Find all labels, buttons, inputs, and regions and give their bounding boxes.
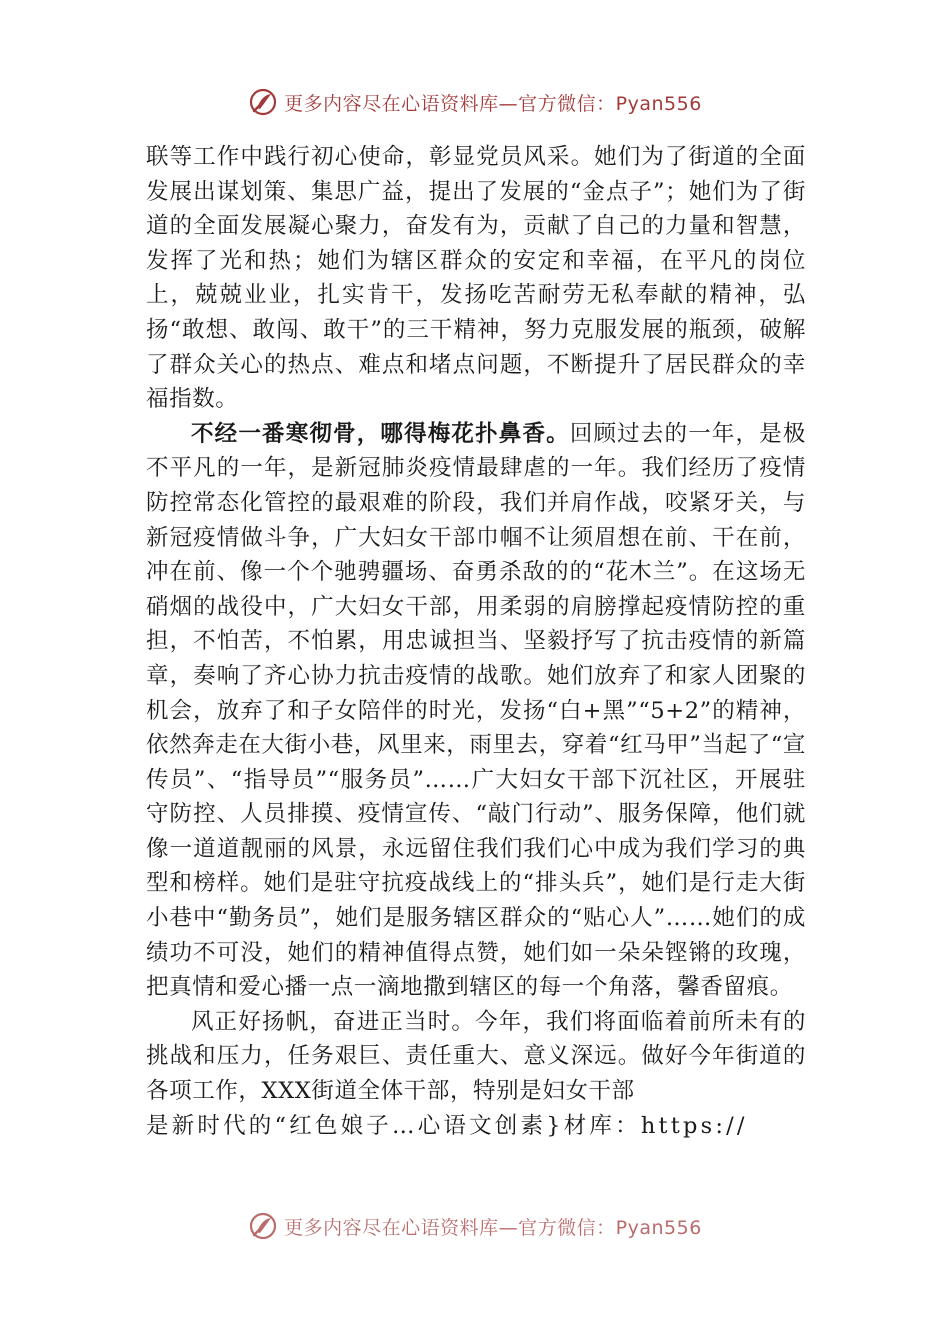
paragraph-2-lead: 不经一番寒彻骨，哪得梅花扑鼻香。 — [191, 420, 570, 447]
paragraph-3-text: 风正好扬帆，奋进正当时。今年，我们将面临着前所未有的挑战和压力，任务艰巨、责任重大、意义深远。做好今年街道的各项工作，XXX街道全体干部，特别是妇女干部 — [146, 1008, 806, 1105]
brush-logo-icon — [248, 1211, 278, 1241]
article-body — [146, 140, 806, 1143]
paragraph-2 — [146, 417, 806, 1005]
paragraph-1-text: 联等工作中践行初心使命，彰显党员风采。她们为了街道的全面发展出谋划策、集思广益，提出了发展的“金点子”；她们为了街道的全面发展凝心聚力，奋发有为，贡献了自己的力量和智慧，发挥了光和热；她们为辖区群众的安定和幸福，在平凡的岗位上，兢兢业业，扎实肯干，发扬吃苦耐劳无私奉献的精神，弘扬“敢想、敢闯、敢干”的三干精神，努力克服发展的瓶颈，破解了群众关心的热点、难点和堵点问题，不断提升了居民群众的幸福指数。 — [146, 144, 806, 413]
paragraph-1 — [146, 140, 806, 417]
brush-logo-icon — [248, 87, 278, 117]
watermark-footer — [0, 1206, 950, 1246]
watermark-text: 更多内容尽在心语资料库—官方微信：Pyan556 — [284, 92, 702, 115]
paragraph-3-last-line: 是新时代的“红色娘子…心语文创素}材库：https:// — [146, 1112, 748, 1139]
watermark-text: 更多内容尽在心语资料库—官方微信：Pyan556 — [284, 1216, 702, 1239]
paragraph-2-text: 回顾过去的一年，是极不平凡的一年，是新冠肺炎疫情最肆虐的一年。我们经历了疫情防控常态化管控的最艰难的阶段，我们并肩作战，咬紧牙关，与新冠疫情做斗争，广大妇女干部巾帼不让须眉想在前、干在前，冲在前、像一个个驰骋疆场、奋勇杀敌的的“花木兰”。在这场无硝烟的战役中，广大妇女干部，用柔弱的肩膀撑起疫情防控的重担，不怕苦，不怕累，用忠诚担当、坚毅抒写了抗击疫情的新篇章，奏响了齐心协力抗击疫情的战歌。她们放弃了和家人团聚的机会，放弃了和子女陪伴的时光，发扬“白+黑”“5+2”的精神，依然奔走在大街小巷，风里来，雨里去，穿着“红马甲”当起了“宣传员”、“指导员”“服务员”……广大妇女干部下沉社区，开展驻守防控、人员排摸、疫情宣传、“敲门行动”、服务保障，他们就像一道道靓丽的风景，永远留住我们我们心中成为我们学习的典型和榜样。她们是驻守抗疫战线上的“排头兵”，她们是行走大街小巷中“勤务员”，她们是服务辖区群众的“贴心人”……她们的成绩功不可没，她们的精神值得点赞，她们如一朵朵铿锵的玫瑰，把真情和爱心播一点一滴地撒到辖区的每一个角落，馨香留痕。 — [146, 420, 807, 1001]
watermark-header — [0, 82, 950, 122]
paragraph-3 — [146, 1005, 806, 1109]
